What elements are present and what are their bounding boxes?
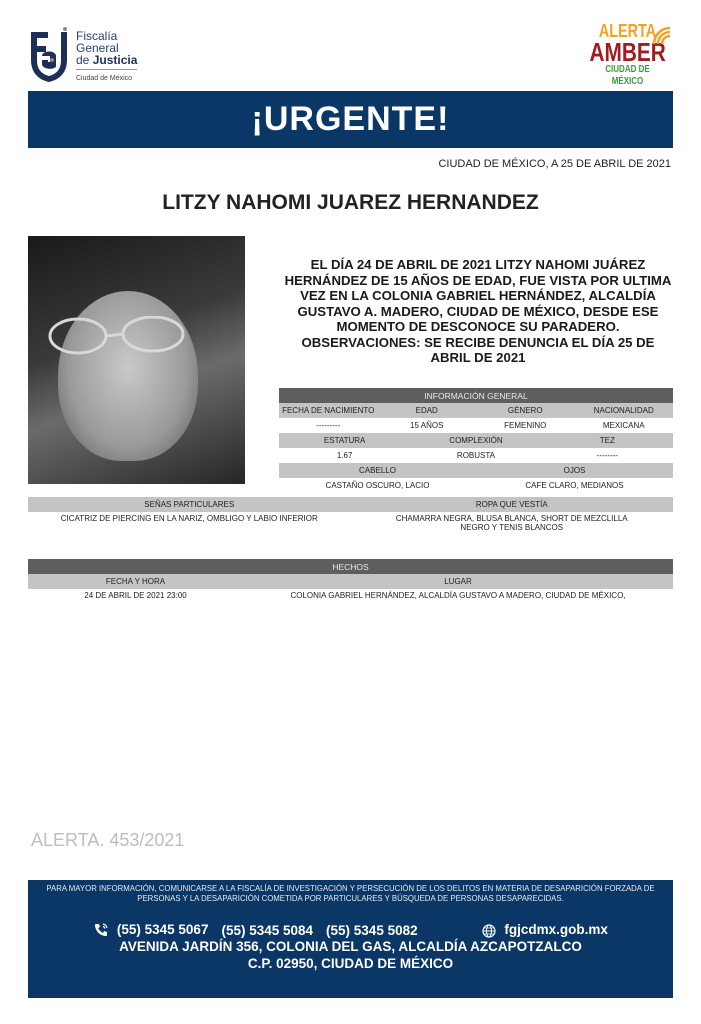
contact-footer [28, 880, 673, 998]
value-gender: FEMENINO [476, 418, 574, 433]
value-clothing: CHAMARRA NEGRA, BLUSA BLANCA, SHORT DE MEZCLILLA NEGRO Y TENIS BLANCOS [395, 514, 628, 532]
header-gender: GÉNERO [476, 403, 574, 418]
logo-line-3-bold: Justicia [92, 53, 138, 67]
amber-line-2: AMBER [589, 37, 666, 67]
value-nationality: MEXICANA [574, 418, 673, 433]
phone-2[interactable]: (55) 5345 5084 [221, 922, 314, 938]
value-eyes: CAFE CLARO, MEDIANOS [476, 478, 673, 493]
case-description: EL DÍA 24 DE ABRIL DE 2021 LITZY NAHOMI JUÁREZ HERNÁNDEZ DE 15 AÑOS DE EDAD, FUE VISTA POR ULTIMA VEZ EN LA COLONIA GABRIEL HERNÁNDEZ, ALCALDÍA GUSTAVO A. MADERO, CIUDAD DE MÉXICO, DESDE ESE MOMENTO DE DESCONOCE SU PARADERO. OBSERVACIONES: SE RECIBE DENUNCIA EL DÍA 25 DE ABRIL DE 2021 [284, 257, 672, 365]
phone-1[interactable]: (55) 5345 5067 [116, 922, 209, 937]
info-general-title: INFORMACIÓN GENERAL [279, 388, 673, 403]
info-general-table [279, 388, 673, 493]
facts-title: HECHOS [28, 559, 673, 574]
glasses-shape [43, 316, 198, 356]
header-height: ESTATURA [279, 433, 410, 448]
header-birthdate: FECHA DE NACIMIENTO [279, 403, 377, 418]
footer-info-text: PARA MAYOR INFORMACIÓN, COMUNICARSE A LA FISCALÍA DE INVESTIGACIÓN Y PERSECUCIÓN DE LOS DELITOS EN MATERIA DE DESAPARICIÓN FORZADA DE PERSONAS Y LA DESAPARICIÓN COMETIDA POR PARTICULARES Y BÚSQUEDA DE PERSONAS DESAPARECIDAS. [46, 884, 655, 903]
header-features: SEÑAS PARTICULARES [28, 497, 351, 512]
value-datetime: 24 DE ABRIL DE 2021 23:00 [28, 589, 243, 602]
phone-3[interactable]: (55) 5345 5082 [326, 922, 418, 938]
fgj-logo [28, 26, 143, 86]
value-hair: CASTAÑO OSCURO, LACIO [279, 478, 476, 493]
logo-line-1: Fiscalía [76, 29, 118, 43]
value-age: 15 AÑOS [377, 418, 475, 433]
phone-icon [93, 922, 109, 938]
person-name: LITZY NAHOMI JUAREZ HERNANDEZ [162, 191, 539, 214]
logo-line-2: General [76, 41, 119, 55]
value-features: CICATRIZ DE PIERCING EN LA NARIZ, OMBLIGO Y LABIO INFERIOR [60, 514, 318, 523]
header-eyes: OJOS [476, 463, 673, 478]
value-birthdate: --------- [279, 418, 377, 433]
person-photo [28, 236, 245, 484]
header-age: EDAD [377, 403, 475, 418]
header-place: LUGAR [243, 574, 673, 589]
amber-line-3: CIUDAD DE MÉXICO [605, 64, 650, 87]
value-build: ROBUSTA [410, 448, 541, 463]
logo-city: Ciudad de México [76, 69, 137, 85]
features-clothing-table [28, 497, 673, 532]
logo-line-3-prefix: de [76, 53, 93, 67]
address-line-2: C.P. 02950, CIUDAD DE MÉXICO [247, 956, 454, 972]
amber-line-1: ALERTA [598, 21, 657, 41]
fgj-shield-icon [28, 26, 70, 82]
facts-table [28, 559, 673, 602]
address-line-1: AVENIDA JARDÍN 356, COLONIA DEL GAS, ALCALDÍA AZCAPOTZALCO [119, 939, 582, 955]
header-hair: CABELLO [279, 463, 476, 478]
header-build: COMPLEXIÓN [410, 433, 541, 448]
urgent-banner: ¡URGENTE! [28, 91, 673, 148]
website-link[interactable]: fgjcdmx.gob.mx [504, 922, 608, 937]
signal-waves-icon [652, 24, 674, 46]
header-complexion: TEZ [542, 433, 673, 448]
globe-icon [481, 922, 497, 938]
alert-number: ALERTA. 453/2021 [31, 830, 185, 850]
header-datetime: FECHA Y HORA [28, 574, 243, 589]
alerta-amber-logo [580, 22, 675, 88]
contact-line [28, 922, 673, 938]
header-nationality: NACIONALIDAD [574, 403, 673, 418]
header-clothing: ROPA QUE VESTÍA [351, 497, 674, 512]
value-complexion: -------- [542, 448, 673, 463]
date-line: CIUDAD DE MÉXICO, A 25 DE ABRIL DE 2021 [438, 158, 671, 170]
value-height: 1.67 [279, 448, 410, 463]
value-place: COLONIA GABRIEL HERNÁNDEZ, ALCALDÍA GUSTAVO A MADERO, CIUDAD DE MÉXICO, [243, 589, 673, 602]
